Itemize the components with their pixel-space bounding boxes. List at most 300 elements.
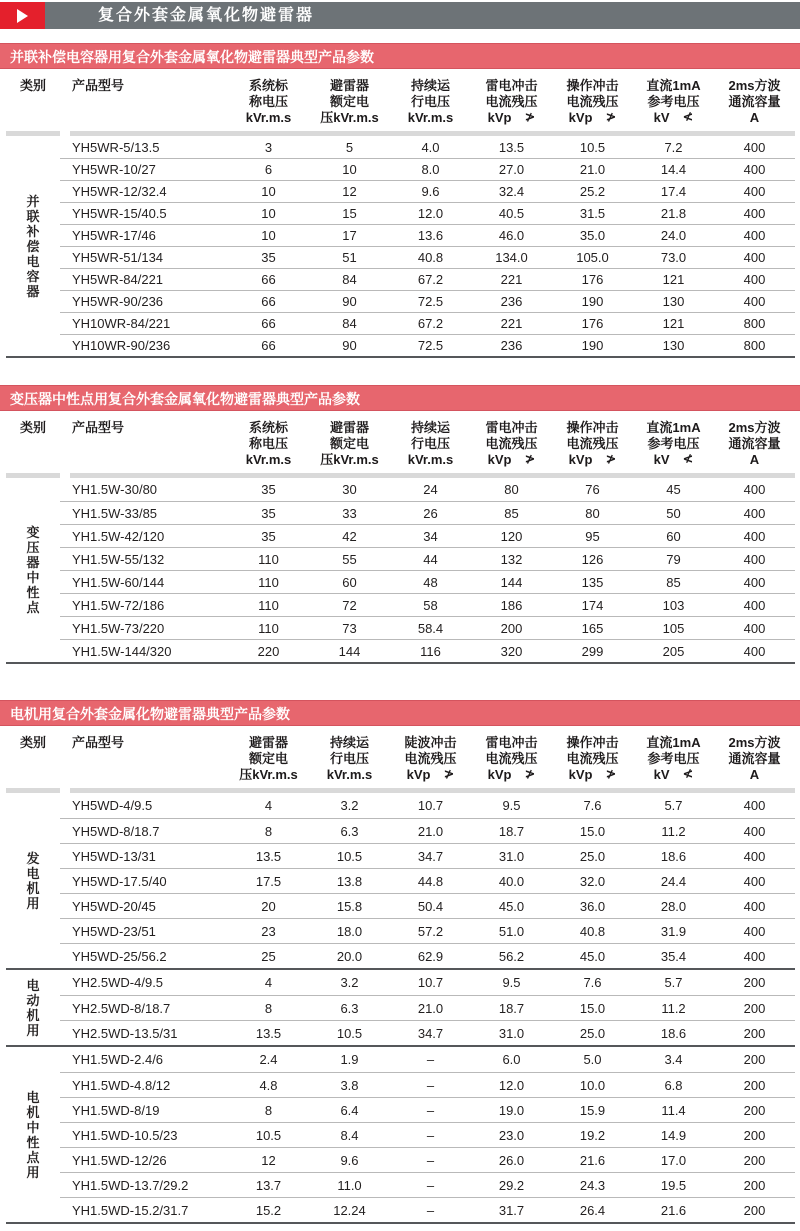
column-header bbox=[6, 78, 60, 94]
value-cell: 400 bbox=[743, 620, 766, 636]
column-unit bbox=[228, 452, 309, 468]
value-cell: 17 bbox=[342, 228, 357, 243]
value-cell: 23.0 bbox=[498, 1127, 525, 1143]
column-header-line: 雷电冲击 bbox=[485, 735, 538, 750]
value-cell: 800 bbox=[743, 338, 766, 353]
unit-label: A bbox=[749, 452, 760, 467]
product-model-cell: YH2.5WD-13.5/31 bbox=[72, 1025, 178, 1041]
value-cell: 13.7 bbox=[255, 1177, 282, 1193]
value-cell: 4.0 bbox=[421, 139, 440, 155]
value-cell: – bbox=[426, 1127, 435, 1143]
value-cell: 13.5 bbox=[255, 1025, 282, 1041]
category-label-char: 电 bbox=[26, 977, 40, 993]
product-model-cell: YH1.5WD-4.8/12 bbox=[72, 1077, 171, 1093]
group-rows bbox=[60, 970, 795, 1045]
value-cell: 13.6 bbox=[417, 228, 444, 243]
header-accent-chip bbox=[0, 2, 45, 29]
column-unit bbox=[633, 110, 714, 126]
value-cell: 186 bbox=[500, 597, 523, 613]
value-cell: 58 bbox=[423, 597, 438, 613]
table-wrapper bbox=[6, 726, 795, 1224]
value-cell: 31.0 bbox=[498, 1025, 525, 1041]
value-cell: 236 bbox=[500, 338, 523, 353]
value-cell: 8 bbox=[264, 1000, 273, 1016]
table-row bbox=[60, 970, 795, 995]
product-model-cell: YH5WR-51/134 bbox=[72, 250, 164, 265]
value-cell: 400 bbox=[743, 184, 766, 199]
table-header-row bbox=[6, 411, 795, 470]
value-cell: 90 bbox=[342, 294, 357, 309]
category-label-char: 联 bbox=[26, 208, 40, 224]
value-cell: 3.8 bbox=[340, 1077, 359, 1093]
value-cell: 15 bbox=[342, 206, 357, 221]
unit-label: kVp bbox=[568, 110, 593, 125]
table-row bbox=[60, 547, 795, 570]
value-cell: 84 bbox=[342, 272, 357, 287]
column-header bbox=[309, 735, 390, 783]
table-row bbox=[60, 1197, 795, 1222]
value-cell: 15.0 bbox=[579, 823, 606, 839]
value-cell: 18.6 bbox=[660, 1025, 687, 1041]
table-row bbox=[60, 868, 795, 893]
value-cell: 10 bbox=[342, 162, 357, 177]
category-label-char: 电 bbox=[26, 253, 40, 269]
product-model-cell: YH1.5W-30/80 bbox=[72, 482, 158, 497]
column-header-line: 额定电 bbox=[248, 751, 288, 766]
value-cell: 6.8 bbox=[664, 1077, 683, 1093]
column-header-line: 参考电压 bbox=[647, 751, 700, 766]
group-rows bbox=[60, 136, 795, 356]
value-cell: 7.6 bbox=[583, 975, 602, 990]
value-cell: 320 bbox=[500, 643, 523, 659]
value-cell: 110 bbox=[258, 597, 279, 613]
table-title-band: 变压器中性点用复合外套金属氧化物避雷器典型产品参数 bbox=[0, 385, 800, 411]
value-cell: 35 bbox=[261, 528, 276, 544]
value-cell: 11.4 bbox=[661, 1102, 686, 1118]
value-cell: 3.2 bbox=[340, 798, 359, 813]
value-cell: 126 bbox=[581, 551, 604, 567]
value-cell: 80 bbox=[504, 482, 519, 497]
column-header bbox=[552, 420, 633, 468]
value-cell: – bbox=[426, 1052, 435, 1067]
value-cell: 62.9 bbox=[417, 948, 444, 964]
column-header bbox=[390, 735, 471, 783]
column-header-line: 避雷器 bbox=[329, 420, 369, 435]
product-model-cell: YH2.5WD-4/9.5 bbox=[72, 975, 164, 990]
column-unit bbox=[471, 110, 552, 126]
value-cell: 34.7 bbox=[417, 1025, 444, 1041]
column-header-line: 操作冲击 bbox=[566, 735, 619, 750]
table-body bbox=[6, 478, 795, 662]
value-cell: – bbox=[426, 1177, 435, 1193]
category-label-char: 容 bbox=[26, 268, 40, 284]
value-cell: 110 bbox=[258, 574, 279, 590]
table-wrapper bbox=[6, 411, 795, 664]
column-header-line: 参考电压 bbox=[647, 436, 700, 451]
column-header-line: 电流残压 bbox=[485, 751, 538, 766]
category-label-char: 机 bbox=[26, 1007, 40, 1023]
value-cell: 400 bbox=[743, 139, 766, 155]
table-row bbox=[60, 616, 795, 639]
value-cell: 11.2 bbox=[661, 1000, 686, 1016]
value-cell: 51 bbox=[342, 250, 357, 265]
value-cell: 44.8 bbox=[417, 873, 444, 889]
value-cell: 121 bbox=[662, 272, 685, 287]
value-cell: 10 bbox=[261, 206, 276, 221]
column-unit bbox=[390, 110, 471, 126]
value-cell: 15.9 bbox=[579, 1102, 606, 1118]
value-cell: 110 bbox=[258, 620, 279, 636]
product-model-cell: YH5WR-90/236 bbox=[72, 294, 164, 309]
table-header-row bbox=[6, 726, 795, 785]
column-header-line: 称电压 bbox=[248, 94, 288, 109]
page-header bbox=[0, 2, 800, 29]
column-header bbox=[471, 78, 552, 126]
value-cell: 51.0 bbox=[498, 923, 525, 939]
category-label-char: 点 bbox=[26, 1149, 40, 1165]
value-cell: 174 bbox=[581, 597, 604, 613]
unit-label: kVp bbox=[487, 452, 512, 467]
table-row bbox=[60, 290, 795, 312]
category-label bbox=[6, 1047, 60, 1222]
value-cell: 12.0 bbox=[417, 206, 444, 221]
value-cell: 31.5 bbox=[579, 206, 606, 221]
value-cell: 48 bbox=[423, 574, 438, 590]
category-label-char: 补 bbox=[26, 223, 40, 239]
value-cell: 132 bbox=[500, 551, 523, 567]
table-row bbox=[60, 593, 795, 616]
value-cell: 13.5 bbox=[498, 139, 525, 155]
value-cell: 13.8 bbox=[336, 873, 363, 889]
column-unit bbox=[552, 452, 633, 468]
category-label bbox=[6, 793, 60, 968]
limit-symbol: ≮ bbox=[682, 110, 694, 125]
value-cell: 400 bbox=[743, 898, 766, 914]
value-cell: 76 bbox=[585, 482, 600, 497]
table-wrapper bbox=[6, 69, 795, 358]
unit-label: kV bbox=[653, 767, 670, 782]
value-cell: 60 bbox=[342, 574, 357, 590]
value-cell: 67.2 bbox=[417, 316, 444, 331]
value-cell: 14.4 bbox=[660, 162, 687, 177]
unit-label: kVp bbox=[487, 110, 512, 125]
category-label-char: 点 bbox=[26, 600, 40, 615]
limit-symbol: ≮ bbox=[682, 767, 694, 782]
value-cell: 400 bbox=[743, 482, 766, 497]
table-row bbox=[60, 818, 795, 843]
product-model-cell: YH1.5WD-13.7/29.2 bbox=[72, 1177, 189, 1193]
value-cell: 45.0 bbox=[579, 948, 606, 964]
value-cell: 400 bbox=[743, 643, 766, 659]
value-cell: 8.4 bbox=[340, 1127, 359, 1143]
column-unit bbox=[633, 452, 714, 468]
product-model-cell: YH1.5W-55/132 bbox=[72, 551, 165, 567]
value-cell: 31.9 bbox=[660, 923, 687, 939]
table-row bbox=[60, 246, 795, 268]
group-rows bbox=[60, 478, 795, 662]
value-cell: 35.4 bbox=[660, 948, 687, 964]
value-cell: 15.0 bbox=[579, 1000, 606, 1016]
value-cell: 400 bbox=[743, 798, 766, 813]
value-cell: 20.0 bbox=[336, 948, 363, 964]
value-cell: 400 bbox=[743, 162, 766, 177]
unit-label: kVr.m.s bbox=[245, 452, 292, 467]
category-label-char: 用 bbox=[26, 1164, 40, 1180]
value-cell: 4.8 bbox=[259, 1077, 278, 1093]
category-label-char: 电 bbox=[26, 1089, 40, 1105]
column-unit bbox=[552, 110, 633, 126]
value-cell: – bbox=[426, 1102, 435, 1118]
value-cell: 25.0 bbox=[579, 848, 606, 864]
column-header-line: 操作冲击 bbox=[566, 78, 619, 93]
category-label-char: 并 bbox=[26, 193, 40, 209]
value-cell: 10.5 bbox=[255, 1127, 282, 1143]
value-cell: 90 bbox=[342, 338, 357, 353]
value-cell: 35 bbox=[261, 505, 276, 521]
value-cell: 72 bbox=[342, 597, 357, 613]
unit-label: 压kVr.m.s bbox=[320, 110, 379, 125]
value-cell: 35 bbox=[261, 250, 276, 265]
value-cell: 26 bbox=[423, 505, 438, 521]
value-cell: 10 bbox=[261, 228, 276, 243]
column-header-line: 行电压 bbox=[410, 94, 450, 109]
product-model-cell: YH1.5WD-12/26 bbox=[72, 1152, 167, 1168]
value-cell: 200 bbox=[743, 1127, 766, 1143]
value-cell: 134.0 bbox=[495, 250, 528, 265]
limit-symbol: ≯ bbox=[524, 110, 536, 125]
column-header-line: 雷电冲击 bbox=[485, 420, 538, 435]
table-row bbox=[60, 570, 795, 593]
value-cell: 58.4 bbox=[417, 620, 444, 636]
value-cell: 221 bbox=[500, 272, 523, 287]
column-header-line: 产品型号 bbox=[72, 78, 125, 93]
column-header-line: 类别 bbox=[19, 78, 46, 93]
category-label-char: 机 bbox=[26, 1104, 40, 1120]
value-cell: 21.0 bbox=[417, 823, 444, 839]
column-header-line: 额定电 bbox=[329, 436, 369, 451]
table-row bbox=[60, 793, 795, 818]
column-header-line: 直流1mA bbox=[646, 78, 701, 93]
unit-label: kVr.m.s bbox=[326, 767, 373, 782]
value-cell: 11.0 bbox=[337, 1177, 362, 1193]
table-row bbox=[60, 524, 795, 547]
unit-label: 压kVr.m.s bbox=[320, 452, 379, 467]
value-cell: 25.2 bbox=[579, 184, 606, 199]
category-label-char: 压 bbox=[26, 540, 40, 555]
category-label-char: 发 bbox=[26, 850, 40, 866]
value-cell: 9.5 bbox=[502, 798, 521, 813]
column-header-line: 称电压 bbox=[248, 436, 288, 451]
value-cell: 35.0 bbox=[579, 228, 606, 243]
value-cell: 19.5 bbox=[660, 1177, 687, 1193]
value-cell: 72.5 bbox=[417, 294, 444, 309]
value-cell: 18.7 bbox=[498, 1000, 525, 1016]
category-label-char: 性 bbox=[26, 1134, 40, 1150]
value-cell: 18.7 bbox=[498, 823, 525, 839]
column-header-line: 通流容量 bbox=[728, 94, 781, 109]
column-header bbox=[228, 735, 309, 783]
value-cell: 21.0 bbox=[579, 162, 606, 177]
product-model-cell: YH10WR-90/236 bbox=[72, 338, 171, 353]
value-cell: 24.4 bbox=[660, 873, 687, 889]
column-header-line: 额定电 bbox=[329, 94, 369, 109]
limit-symbol: ≯ bbox=[443, 767, 455, 782]
product-model-cell: YH5WR-17/46 bbox=[72, 228, 156, 243]
column-header-line: 雷电冲击 bbox=[485, 78, 538, 93]
unit-label: kV bbox=[653, 452, 670, 467]
column-unit bbox=[714, 767, 795, 783]
product-model-cell: YH1.5WD-10.5/23 bbox=[72, 1127, 178, 1143]
value-cell: 200 bbox=[500, 620, 523, 636]
column-unit bbox=[471, 767, 552, 783]
product-model-cell: YH1.5WD-8/19 bbox=[72, 1102, 160, 1118]
column-header bbox=[471, 420, 552, 468]
value-cell: 5 bbox=[345, 139, 354, 155]
product-model-cell: YH5WR-84/221 bbox=[72, 272, 164, 287]
value-cell: 800 bbox=[743, 316, 766, 331]
category-label-char: 性 bbox=[26, 585, 40, 600]
unit-label: 压kVr.m.s bbox=[239, 767, 298, 782]
table-row bbox=[60, 224, 795, 246]
value-cell: 200 bbox=[743, 1000, 766, 1016]
value-cell: 21.6 bbox=[579, 1152, 606, 1168]
value-cell: 200 bbox=[743, 1077, 766, 1093]
value-cell: 10 bbox=[261, 184, 276, 199]
value-cell: 66 bbox=[261, 294, 276, 309]
value-cell: 66 bbox=[261, 316, 276, 331]
table-row bbox=[60, 995, 795, 1020]
table-row bbox=[60, 943, 795, 968]
value-cell: 46.0 bbox=[498, 228, 525, 243]
value-cell: 17.4 bbox=[660, 184, 687, 199]
value-cell: 135 bbox=[581, 574, 604, 590]
column-header-line: 陡波冲击 bbox=[404, 735, 457, 750]
value-cell: 12.0 bbox=[498, 1077, 525, 1093]
value-cell: 19.0 bbox=[498, 1102, 525, 1118]
value-cell: 200 bbox=[743, 1202, 766, 1218]
category-group bbox=[6, 136, 795, 356]
value-cell: 176 bbox=[581, 272, 604, 287]
unit-label: kVp bbox=[568, 767, 593, 782]
value-cell: 18.6 bbox=[660, 848, 687, 864]
column-unit bbox=[390, 767, 471, 783]
column-header-line: 系统标 bbox=[248, 420, 288, 435]
value-cell: 121 bbox=[662, 316, 685, 331]
value-cell: 25.0 bbox=[579, 1025, 606, 1041]
category-label-char: 中 bbox=[26, 1119, 40, 1135]
group-rows bbox=[60, 793, 795, 968]
product-model-cell: YH5WD-4/9.5 bbox=[72, 798, 153, 813]
value-cell: 45 bbox=[666, 482, 681, 497]
product-model-cell: YH2.5WD-8/18.7 bbox=[72, 1000, 171, 1016]
value-cell: 29.2 bbox=[498, 1177, 525, 1193]
value-cell: 105.0 bbox=[576, 250, 609, 265]
column-header bbox=[471, 735, 552, 783]
value-cell: 55 bbox=[342, 551, 357, 567]
category-group bbox=[6, 478, 795, 662]
column-unit bbox=[309, 110, 390, 126]
product-model-cell: YH1.5WD-2.4/6 bbox=[72, 1052, 164, 1067]
value-cell: 24.3 bbox=[579, 1177, 606, 1193]
value-cell: 27.0 bbox=[498, 162, 525, 177]
table-section-3 bbox=[0, 700, 800, 1224]
value-cell: 9.5 bbox=[502, 975, 521, 990]
value-cell: 36.0 bbox=[579, 898, 606, 914]
value-cell: 400 bbox=[743, 551, 766, 567]
column-header bbox=[309, 420, 390, 468]
value-cell: 32.4 bbox=[498, 184, 525, 199]
column-header-line: 电流残压 bbox=[566, 436, 619, 451]
value-cell: 21.8 bbox=[660, 206, 687, 221]
category-label-char: 动 bbox=[26, 992, 40, 1008]
value-cell: 35 bbox=[261, 482, 276, 497]
category-label-char: 偿 bbox=[26, 238, 40, 254]
value-cell: 40.0 bbox=[498, 873, 525, 889]
value-cell: 10.5 bbox=[336, 848, 363, 864]
category-label-char: 电 bbox=[26, 865, 40, 881]
column-header-line: 类别 bbox=[19, 420, 46, 435]
value-cell: 400 bbox=[743, 923, 766, 939]
column-header-line: 操作冲击 bbox=[566, 420, 619, 435]
value-cell: 400 bbox=[743, 848, 766, 864]
column-header-line: 2ms方波 bbox=[728, 735, 781, 750]
product-model-cell: YH1.5W-144/320 bbox=[72, 643, 172, 659]
value-cell: 8 bbox=[264, 1102, 273, 1118]
category-label-char: 中 bbox=[26, 570, 40, 585]
value-cell: 5.0 bbox=[583, 1052, 602, 1067]
product-model-cell: YH5WD-17.5/40 bbox=[72, 873, 167, 889]
column-unit bbox=[309, 767, 390, 783]
value-cell: 80 bbox=[585, 505, 600, 521]
value-cell: 28.0 bbox=[660, 898, 687, 914]
value-cell: 26.4 bbox=[579, 1202, 606, 1218]
table-row bbox=[60, 1122, 795, 1147]
value-cell: 400 bbox=[743, 528, 766, 544]
unit-label: kVp bbox=[487, 767, 512, 782]
value-cell: 9.6 bbox=[421, 184, 440, 199]
value-cell: 32.0 bbox=[579, 873, 606, 889]
product-model-cell: YH1.5W-73/220 bbox=[72, 620, 165, 636]
column-header-line: 电流残压 bbox=[485, 436, 538, 451]
value-cell: 11.2 bbox=[661, 823, 686, 839]
value-cell: 66 bbox=[261, 272, 276, 287]
value-cell: 2.4 bbox=[259, 1052, 278, 1067]
product-model-cell: YH5WD-25/56.2 bbox=[72, 948, 167, 964]
product-model-cell: YH1.5W-33/85 bbox=[72, 505, 158, 521]
column-header bbox=[552, 735, 633, 783]
product-model-cell: YH10WR-84/221 bbox=[72, 316, 171, 331]
category-label-char: 机 bbox=[26, 880, 40, 896]
column-unit bbox=[228, 110, 309, 126]
value-cell: 9.6 bbox=[340, 1152, 359, 1168]
product-model-cell: YH5WR-15/40.5 bbox=[72, 206, 167, 221]
table-row bbox=[60, 1072, 795, 1097]
value-cell: 24 bbox=[423, 482, 438, 497]
value-cell: 34.7 bbox=[417, 848, 444, 864]
value-cell: 4 bbox=[264, 975, 273, 990]
value-cell: 3.4 bbox=[664, 1052, 683, 1067]
value-cell: 144 bbox=[338, 643, 361, 659]
value-cell: 130 bbox=[662, 294, 685, 309]
value-cell: 15.8 bbox=[336, 898, 363, 914]
value-cell: 1.9 bbox=[340, 1052, 359, 1067]
column-header bbox=[60, 78, 228, 94]
value-cell: 56.2 bbox=[498, 948, 525, 964]
value-cell: 6.0 bbox=[502, 1052, 521, 1067]
value-cell: 103 bbox=[662, 597, 685, 613]
value-cell: 236 bbox=[500, 294, 523, 309]
category-label-char: 器 bbox=[26, 283, 40, 299]
